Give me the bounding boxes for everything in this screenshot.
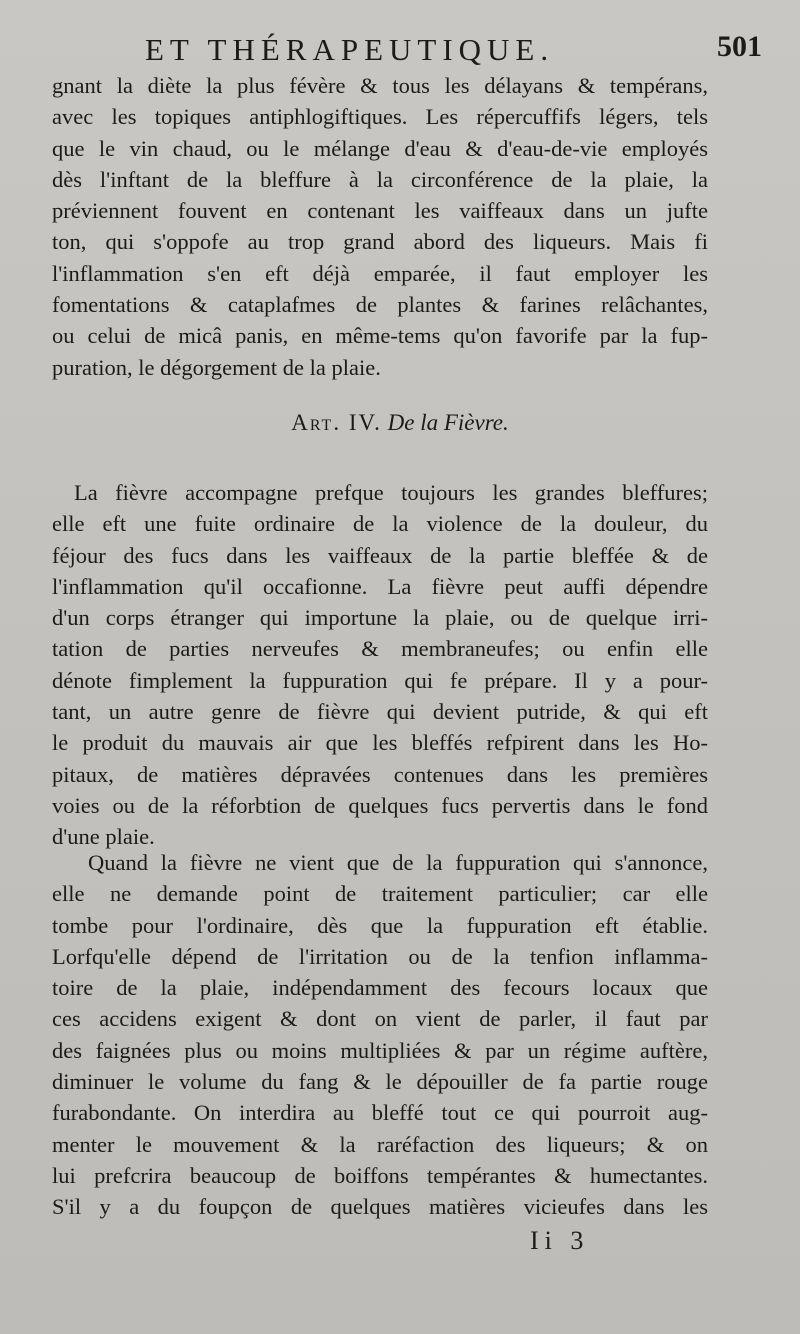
- text-line: d'une plaie.: [52, 824, 155, 850]
- paragraph-continuation: [52, 70, 708, 383]
- text-line: menter le mouvement & la raréfaction des liqueurs; & on: [52, 1131, 708, 1157]
- text-line: Quand la fièvre ne vient que de la fuppuration qui s'annonce,: [88, 850, 708, 875]
- text-line: voies ou de la réforbtion de quelques fucs pervertis dans le fond: [52, 792, 708, 818]
- text-line: ou celui de micâ panis, en même-tems qu'on favorife par la fup-: [52, 323, 708, 349]
- text-line: elle eft une fuite ordinaire de la violence de la douleur, du: [52, 511, 708, 537]
- text-line: toire de la plaie, indépendamment des fecours locaux que: [52, 975, 708, 1001]
- paragraph-fever-treatment: [52, 847, 708, 1223]
- text-line: lui prefcrira beaucoup de boiffons tempérantes & humectantes.: [52, 1162, 708, 1188]
- text-line: des faignées plus ou moins multipliées & par un régime auftère,: [52, 1037, 708, 1063]
- text-line: préviennent fouvent en contenant les vaiffeaux dans un jufte: [52, 198, 708, 224]
- text-line: diminuer le volume du fang & le dépouiller de fa partie rouge: [52, 1069, 708, 1095]
- text-line: que le vin chaud, ou le mélange d'eau & d'eau-de-vie employés: [52, 135, 708, 161]
- article-title: De la Fièvre.: [387, 410, 509, 435]
- text-line: S'il y a du foupçon de quelques matières vicieufes dans les: [52, 1194, 708, 1220]
- signature-mark: Ii 3: [530, 1226, 590, 1255]
- page-number: 501: [717, 30, 762, 63]
- text-line: féjour des fucs dans les vaiffeaux de la partie bleffée & de: [52, 542, 708, 568]
- running-head-title: ET THÉRAPEUTIQUE.: [145, 32, 555, 67]
- text-line: puration, le dégorgement de la plaie.: [52, 354, 381, 380]
- text-line: avec les topiques antiphlogiftiques. Les répercuffifs légers, tels: [52, 104, 708, 130]
- paragraph-fever-intro: [52, 477, 708, 853]
- text-line: Lorfqu'elle dépend de l'irritation ou de la tenfion inflamma-: [52, 943, 708, 969]
- text-line: ton, qui s'oppofe au trop grand abord des liqueurs. Mais fi: [52, 229, 708, 255]
- article-number: Art. IV.: [291, 410, 382, 435]
- text-line: pitaux, de matières dépravées contenues dans les premières: [52, 761, 708, 787]
- text-line: l'inflammation s'en eft déjà emparée, il faut employer les: [52, 260, 708, 286]
- text-line: tant, un autre genre de fièvre qui devient putride, & qui eft: [52, 699, 708, 725]
- text-line: d'un corps étranger qui importune la plaie, ou de quelque irri-: [52, 605, 708, 631]
- text-line: tation de parties nerveufes & membraneufes; ou enfin elle: [52, 636, 708, 662]
- text-line: tombe pour l'ordinaire, dès que la fuppuration eft établie.: [52, 912, 708, 938]
- text-line: dénote fimplement la fuppuration qui fe prépare. Il y a pour-: [52, 667, 708, 693]
- text-line: furabondante. On interdira au bleffé tout ce qui pourroit aug-: [52, 1100, 708, 1126]
- text-line: La fièvre accompagne prefque toujours les grandes bleffures;: [74, 480, 708, 505]
- section-heading: [0, 410, 800, 436]
- running-head: [50, 28, 762, 68]
- text-line: l'inflammation qu'il occafionne. La fièvre peut auffi dépendre: [52, 573, 708, 599]
- text-line: fomentations & cataplafmes de plantes & farines relâchantes,: [52, 292, 708, 318]
- text-line: dès l'inftant de la bleffure à la circonférence de la plaie, la: [52, 166, 708, 192]
- text-line: elle ne demande point de traitement particulier; car elle: [52, 881, 708, 907]
- text-line: le produit du mauvais air que les bleffés refpirent dans les Ho-: [52, 730, 708, 756]
- text-line: ces accidens exigent & dont on vient de parler, il faut par: [52, 1006, 708, 1032]
- text-line: gnant la diète la plus févère & tous les délayans & tempérans,: [52, 73, 708, 98]
